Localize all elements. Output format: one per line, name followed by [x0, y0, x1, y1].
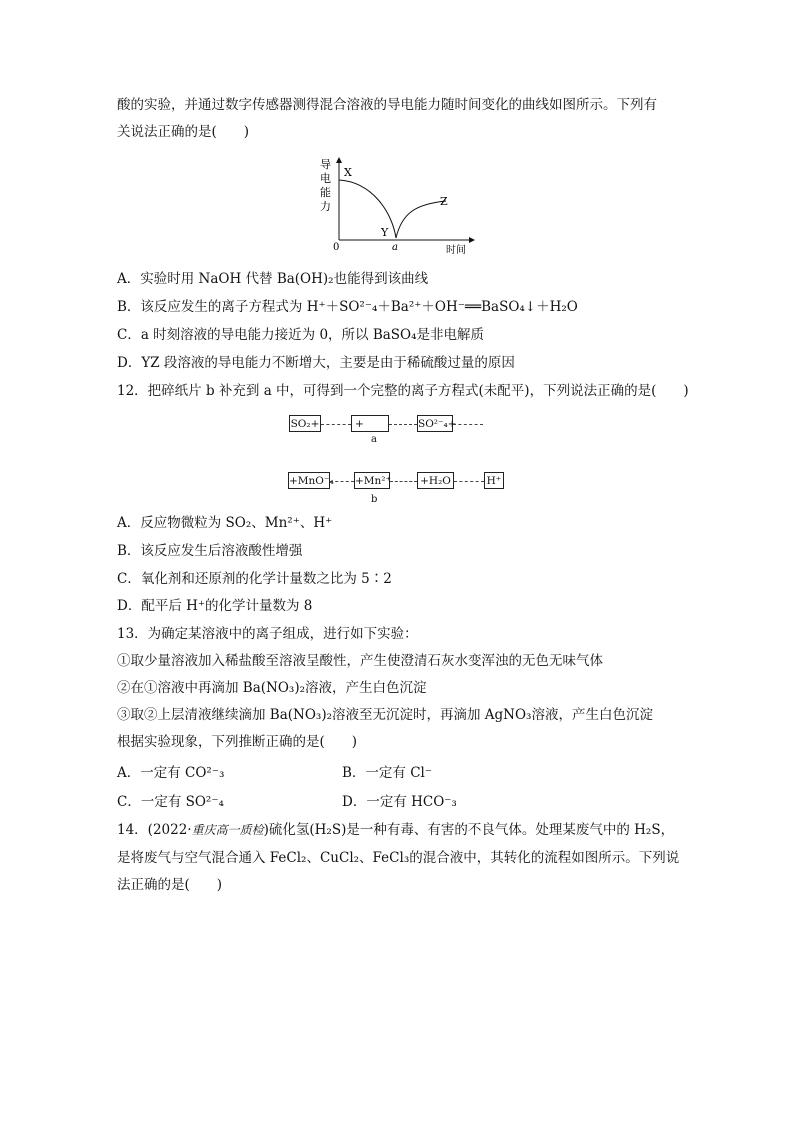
strip-a-dash-2: [389, 424, 417, 425]
x-axis-label: 时间: [446, 245, 466, 256]
strip-a-box-1: SO₂+: [289, 415, 321, 432]
q14-number: 14．(2022·: [117, 822, 192, 838]
strip-a-box-3: SO²⁻₄+: [417, 415, 453, 432]
y-label-2: 电: [320, 172, 331, 185]
strip-b-dash-1: [330, 481, 354, 482]
intro-line-2: 关说法正确的是( ): [117, 124, 250, 140]
q14-source: 重庆高一质检: [191, 823, 264, 837]
point-y-label: Y: [381, 226, 389, 239]
y-label-3: 能: [320, 186, 331, 199]
strip-b-caption: b: [371, 494, 378, 505]
strip-b-box-2: +Mn²⁺: [354, 472, 390, 489]
strip-a-dash-3: [453, 424, 483, 425]
q14-line-3: 法正确的是( ): [117, 877, 223, 893]
q13-step-1: ①取少量溶液加入稀盐酸至溶液呈酸性，产生使澄清石灰水变浑浊的无色无味气体: [117, 653, 603, 669]
point-x-label: X: [344, 166, 352, 179]
strip-a-box-2: +: [351, 415, 389, 432]
y-label-4: 力: [320, 200, 331, 213]
conductivity-graph: [312, 152, 482, 258]
q12-option-b: B．该反应发生后溶液酸性增强: [117, 543, 303, 559]
q13-option-d: D．一定有 HCO⁻₃: [342, 794, 457, 810]
q13-step-2: ②在①溶液中再滴加 Ba(NO₃)₂溶液，产生白色沉淀: [117, 680, 427, 696]
point-z-label: Z: [440, 195, 448, 208]
origin-label: 0: [333, 242, 340, 253]
q13-stem: 13．为确定某溶液中的离子组成，进行如下实验：: [117, 626, 418, 642]
q14-line-2: 是将废气与空气混合通入 FeCl₂、CuCl₂、FeCl₃的混合液中，其转化的流程如图所示。下列说: [117, 850, 680, 866]
q13-option-a: A．一定有 CO²⁻₃: [117, 765, 225, 781]
q13-option-c: C．一定有 SO²⁻₄: [117, 794, 224, 810]
q13-option-b: B．一定有 Cl⁻: [342, 765, 432, 781]
y-label-1: 导: [320, 158, 331, 171]
q14-line-1: [117, 821, 674, 839]
q12-option-c: C．氧化剂和还原剂的化学计量数之比为 5∶2: [117, 571, 392, 587]
strip-b-box-4: H⁺: [484, 472, 504, 489]
strip-b-box-3: +H₂O: [417, 472, 454, 489]
strip-b-dash-3: [454, 481, 484, 482]
q14-line-1-rest: )硫化氢(H₂S)是一种有毒、有害的不良气体。处理某废气中的 H₂S，: [263, 822, 675, 838]
q13-conclusion: 根据实验现象，下列推断正确的是( ): [117, 734, 358, 750]
q11-option-a: A．实验时用 NaOH 代替 Ba(OH)₂也能得到该曲线: [117, 271, 429, 287]
strip-a-dash-1: [321, 424, 351, 425]
strip-b-dash-2: [390, 481, 417, 482]
q11-option-d: D．YZ 段溶液的导电能力不断增大，主要是由于稀硫酸过量的原因: [117, 355, 515, 371]
q13-step-3: ③取②上层清液继续滴加 Ba(NO₃)₂溶液至无沉淀时，再滴加 AgNO₃溶液，产生白色沉淀: [117, 707, 653, 723]
curve-yz: [396, 201, 446, 238]
intro-line-1: 酸的实验，并通过数字传感器测得混合溶液的导电能力随时间变化的曲线如图所示。下列有: [117, 97, 657, 113]
strip-a-caption: a: [371, 434, 377, 445]
q12-stem: 12．把碎纸片 b 补充到 a 中，可得到一个完整的离子方程式(未配平)，下列说法正确的是( ): [117, 383, 689, 399]
q12-option-a: A．反应物微粒为 SO₂、Mn²⁺、H⁺: [117, 515, 333, 531]
q11-option-b: B．该反应发生的离子方程式为 H⁺＋SO²⁻₄＋Ba²⁺＋OH⁻══BaSO₄↓＋H₂O: [117, 299, 578, 315]
point-a-label: a: [392, 242, 398, 253]
q12-option-d: D．配平后 H⁺的化学计量数为 8: [117, 598, 313, 614]
strip-b-box-1: +MnO⁻₄: [288, 472, 330, 489]
q11-option-c: C．a 时刻溶液的导电能力接近为 0，所以 BaSO₄是非电解质: [117, 327, 485, 343]
